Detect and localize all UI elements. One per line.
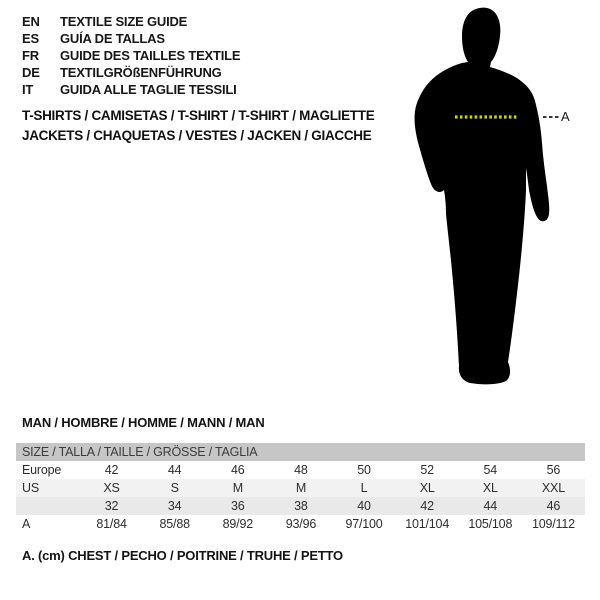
table-cell: 56 [546, 463, 561, 477]
table-cell: XXL [541, 481, 565, 495]
table-cell: 105/108 [468, 517, 513, 531]
language-list [22, 13, 240, 98]
row-label: A [22, 517, 31, 531]
language-code: IT [22, 82, 34, 97]
category-jackets: JACKETS / CHAQUETAS / VESTES / JACKEN / GIACCHE [22, 128, 372, 143]
section-title-man: MAN / HOMBRE / HOMME / MANN / MAN [22, 415, 265, 430]
table-row-us [16, 479, 585, 497]
measurement-footnote: A. (cm) CHEST / PECHO / POITRINE / TRUHE / PETTO [22, 548, 343, 563]
table-cell: 81/84 [96, 517, 127, 531]
table-cell: 44 [167, 463, 182, 477]
language-label: GUIDA ALLE TAGLIE TESSILI [60, 82, 237, 97]
table-cell: XL [482, 481, 498, 495]
table-cell: 89/92 [222, 517, 253, 531]
table-cell: 48 [294, 463, 308, 477]
row-label: US [22, 481, 39, 495]
language-code: DE [22, 65, 40, 80]
size-table [16, 443, 585, 533]
table-cell: 50 [357, 463, 371, 477]
language-row [22, 64, 240, 81]
table-cell: 54 [483, 463, 498, 477]
table-cell: 97/100 [345, 517, 383, 531]
language-label: TEXTILE SIZE GUIDE [60, 14, 188, 29]
table-cell: 85/88 [159, 517, 190, 531]
table-cell: XL [419, 481, 435, 495]
table-cell: 109/112 [532, 517, 575, 531]
table-cell: 38 [294, 499, 308, 513]
table-cell: 42 [420, 499, 434, 513]
category-tshirts: T-SHIRTS / CAMISETAS / T-SHIRT / T-SHIRT / MAGLIETTE [22, 108, 375, 123]
man-silhouette [400, 0, 600, 400]
language-code: EN [22, 14, 40, 29]
language-label: GUÍA DE TALLAS [60, 31, 165, 46]
language-code: FR [22, 48, 39, 63]
language-row [22, 81, 240, 98]
language-code: ES [22, 31, 39, 46]
man-silhouette-shape [415, 8, 550, 385]
table-cell: 40 [357, 499, 371, 513]
table-cell: 46 [546, 499, 561, 513]
table-row-numeric [16, 497, 585, 515]
table-cell: 42 [104, 463, 119, 477]
table-cell: 93/96 [285, 517, 317, 531]
table-cell: 52 [420, 463, 434, 477]
table-cell: 44 [483, 499, 498, 513]
table-cell: XS [103, 481, 120, 495]
language-row [22, 13, 240, 30]
table-cell: S [170, 481, 179, 495]
table-cell: 46 [231, 463, 245, 477]
man-silhouette-figure [400, 0, 600, 400]
table-cell: M [295, 481, 307, 495]
garment-categories [22, 106, 374, 146]
language-row [22, 30, 240, 47]
language-row [22, 47, 240, 64]
size-table-header: SIZE / TALLA / TAILLE / GRÖSSE / TAGLIA [16, 443, 585, 461]
language-label: GUIDE DES TAILLES TEXTILE [60, 48, 241, 63]
table-cell: 34 [167, 499, 182, 513]
table-row-europe [16, 461, 585, 479]
language-label: TEXTILGRÖßENFÜHRUNG [60, 65, 222, 80]
row-label: Europe [22, 463, 62, 477]
table-cell: L [360, 481, 368, 495]
table-cell: 36 [231, 499, 245, 513]
table-cell: M [232, 481, 243, 495]
table-cell: 101/104 [405, 517, 450, 531]
table-cell: 32 [104, 499, 119, 513]
measure-label-a: A [561, 109, 570, 124]
table-row-chest-a [16, 515, 585, 533]
